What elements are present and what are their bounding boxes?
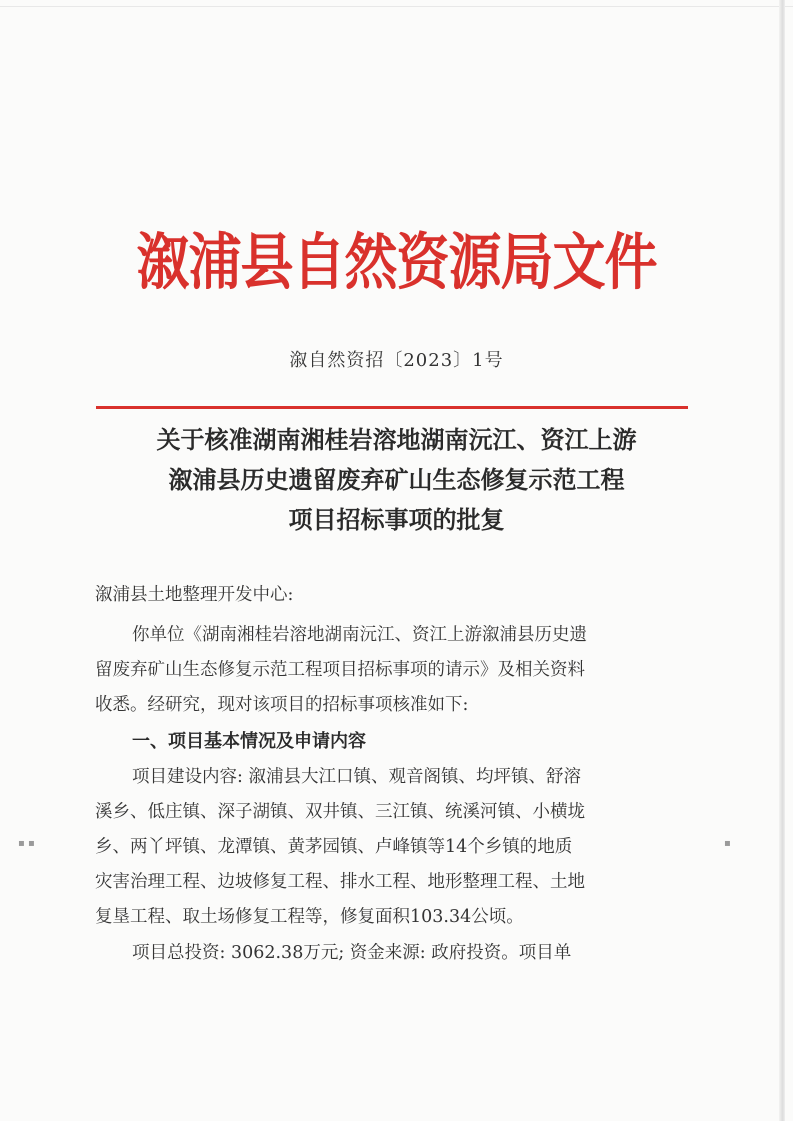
recipient-line: 溆浦县土地整理开发中心: [95,585,294,605]
body-line-6: 溪乡、低庄镇、深子湖镇、双井镇、三江镇、统溪河镇、小横垅 [95,802,585,822]
page-top-edge [0,6,793,7]
document-title [60,420,733,540]
org-header: 溆浦县自然资源局文件 [136,226,657,298]
body-line-1: 你单位《湖南湘桂岩溶地湖南沅江、资江上游溆浦县历史遗 [132,625,587,645]
body-line-3: 收悉。经研究，现对该项目的招标事项核准如下: [95,695,469,715]
title-line-3: 项目招标事项的批复 [288,506,505,534]
red-divider-rule [96,406,688,409]
title-line-2: 溆浦县历史遗留废弃矿山生态修复示范工程 [168,466,625,494]
section-heading-1: 一、项目基本情况及申请内容 [132,731,366,752]
body-line-10: 项目总投资: 3062.38万元; 资金来源: 政府投资。项目单 [132,943,572,963]
document-number: 溆自然资招〔2023〕1号 [289,350,504,371]
binding-hole-mark-right: ▪ [724,838,731,849]
body-line-9: 复垦工程、取土场修复工程等，修复面积103.34公顷。 [95,907,524,927]
body-line-7: 乡、两丫坪镇、龙潭镇、黄茅园镇、卢峰镇等14个乡镇的地质 [95,837,573,857]
title-line-1: 关于核准湖南湘桂岩溶地湖南沅江、资江上游 [156,426,637,454]
body-line-8: 灾害治理工程、边坡修复工程、排水工程、地形整理工程、土地 [95,872,585,892]
page-right-edge-shadow [779,0,785,1121]
body-line-5: 项目建设内容: 溆浦县大江口镇、观音阁镇、均坪镇、舒溶 [132,767,581,787]
body-line-2: 留废弃矿山生态修复示范工程项目招标事项的请示》及相关资料 [95,660,585,680]
binding-hole-mark-left: ▪ ▪ [18,838,35,849]
